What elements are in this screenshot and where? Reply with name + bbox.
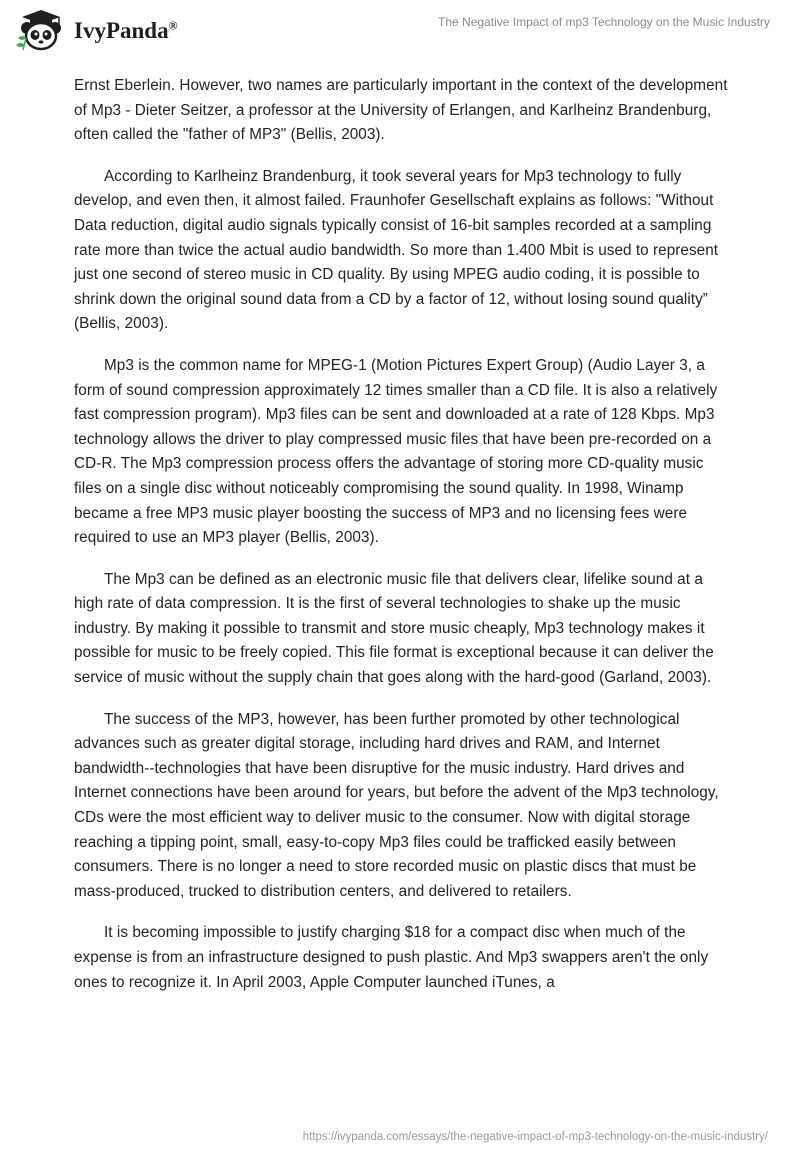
registered-mark: ®: [168, 18, 178, 33]
panda-graduation-cap-icon: [14, 8, 68, 52]
document-title: The Negative Impact of mp3 Technology on the Music Industry: [438, 15, 770, 29]
essay-body: [74, 74, 734, 1012]
page-header: [0, 0, 800, 60]
paragraph: The success of the MP3, however, has been further promoted by other technological advances such as greater digital storage, including hard drives and RAM, and Internet bandwidth--technologies that have been disruptive for the music industry. Hard drives and Internet connections have been around for years, but before the advent of the Mp3 technology, CDs were the most efficient way to deliver music to the consumer. Now with digital storage reaching a tipping point, small, easy-to-copy Mp3 files could be trafficked easily between consumers. There is no longer a need to store recorded music on plastic discs that must be mass-produced, trucked to distribution centers, and delivered to retailers.: [74, 710, 719, 900]
paragraph: It is becoming impossible to justify charging $18 for a compact disc when much of the expense is from an infrastructure designed to push plastic. And Mp3 swappers aren't the only ones to recognize it. In April 2003, Apple Computer launched iTunes, a: [74, 924, 709, 991]
paragraph: Mp3 is the common name for MPEG-1 (Motion Pictures Expert Group) (Audio Layer 3, a form of sound compression approximately 12 times smaller than a CD file. It is also a relatively fast compression program). Mp3 files can be sent and downloaded at a rate of 128 Kbps. Mp3 technology allows the driver to play compressed music files that have been pre-recorded on a CD-R. The Mp3 compression process offers the advantage of storing more CD-quality music files on a single disc without noticeably compromising the sound quality. In 1998, Winamp became a free MP3 music player boosting the success of MP3 and no licensing fees were required to use an MP3 player (Bellis, 2003).: [74, 356, 718, 547]
source-url-link[interactable]: https://ivypanda.com/essays/the-negative-impact-of-mp3-technology-on-the-music-industry/: [302, 1131, 768, 1143]
brand-name: IvyPanda®: [74, 18, 178, 43]
paragraph: The Mp3 can be defined as an electronic music file that delivers clear, lifelike sound at a high rate of data compression. It is the first of several technologies to shake up the music industry. By making it possible to transmit and store music cheaply, Mp3 technology makes it possible for music to be freely copied. This file format is exceptional because it can deliver the service of music without the supply chain that goes along with the hard-good (Garland, 2003).: [74, 570, 714, 687]
paragraph: According to Karlheinz Brandenburg, it took several years for Mp3 technology to fully develop, and even then, it almost failed. Fraunhofer Gesellschaft explains as follows: "Without Data reduction, digital audio signals typically consist of 16-bit samples recorded at a sampling rate more than twice the actual audio bandwidth. So more than 1.400 Mbit is used to represent just one second of stereo music in CD quality. By using MPEG audio coding, it is possible to shrink down the original sound data from a CD by a factor of 12, without losing sound quality” (Bellis, 2003).: [74, 167, 719, 333]
paragraph: Ernst Eberlein. However, two names are particularly important in the context of the development of Mp3 - Dieter Seitzer, a professor at the University of Erlangen, and Karlheinz Brandenburg, often called the "father of MP3" (Bellis, 2003).: [74, 77, 728, 144]
ivypanda-logo[interactable]: [14, 8, 178, 52]
